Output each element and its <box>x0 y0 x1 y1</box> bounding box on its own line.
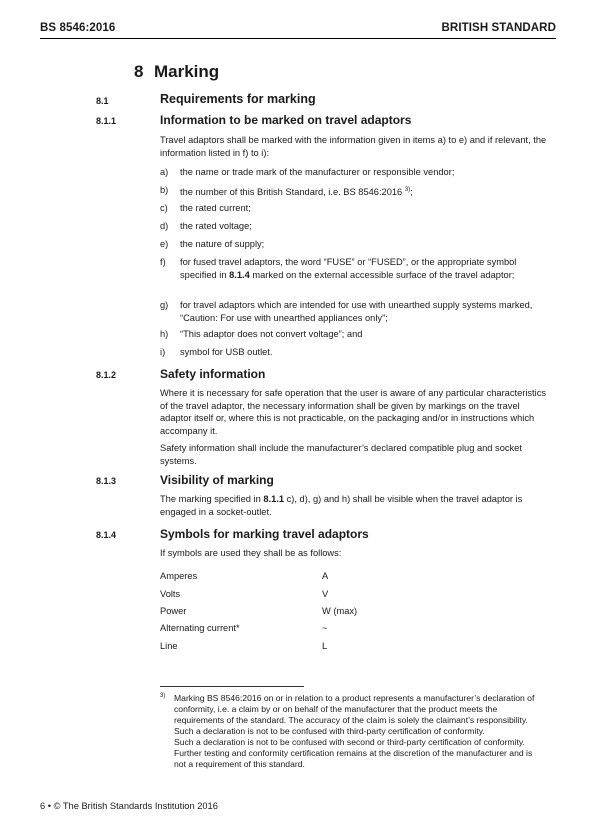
clause-cross-reference: 8.1.1 <box>263 494 285 504</box>
symbol-value: A <box>322 571 329 581</box>
list-item-text: for travel adaptors which are intended for use with unearthed supply systems marked, “Caution: For use with unearthed appliances only”; <box>180 300 533 323</box>
section-number: 8 <box>134 62 144 81</box>
list-item-label: e) <box>160 239 169 249</box>
clause-8-1-4-number: 8.1.4 <box>96 530 117 540</box>
footnote-paragraph-1: Marking BS 8546:2016 on or in relation to a product represents a manufacturer’s declaration of conformity, i.e. a claim by or on behalf of the manufacturer that the product meets the requirements of the standard. The accuracy of the claim is solely the claimant’s responsibility. Such a declaration is not to be confused with third-party certification of conformity. <box>174 693 535 736</box>
list-item-label: b) <box>160 185 169 195</box>
list-item-text: the nature of supply; <box>180 239 265 249</box>
clause-8-1-1-title: Information to be marked on travel adaptors <box>160 113 412 127</box>
header-rule <box>40 38 556 39</box>
list-item-text: “This adaptor does not convert voltage”; and <box>180 329 363 339</box>
symbol-name: Volts <box>160 589 181 599</box>
section-title: Marking <box>154 62 220 81</box>
symbol-value: V <box>322 589 329 599</box>
list-item-label: i) <box>160 347 166 357</box>
list-item-label: a) <box>160 167 169 177</box>
list-item-label: f) <box>160 257 166 267</box>
clause-8-1-3-title: Visibility of marking <box>160 473 274 487</box>
section-heading <box>134 62 220 82</box>
list-item-text: the rated current; <box>180 203 251 213</box>
list-item-text: the rated voltage; <box>180 221 252 231</box>
list-item-label: h) <box>160 329 169 339</box>
list-item-label: c) <box>160 203 168 213</box>
symbol-name: Amperes <box>160 571 198 581</box>
clause-8-1-3-paragraph: The marking specified in 8.1.1 c), d), g) and h) shall be visible when the travel adaptor is engaged in a socket-outlet. <box>160 494 523 517</box>
clause-8-1-2-number: 8.1.2 <box>96 370 117 380</box>
clause-8-1-4-intro: If symbols are used they shall be as follows: <box>160 548 342 558</box>
list-item-text: symbol for USB outlet. <box>180 347 273 357</box>
list-item-text: for fused travel adaptors, the word “FUSE” or “FUSED”, or the appropriate symbol specified in 8.1.4 marked on the external accessible surface of the travel adaptor; <box>180 257 517 280</box>
clause-8-1-2-title: Safety information <box>160 367 266 381</box>
page-footer: 6 • © The British Standards Institution 2016 <box>40 801 218 811</box>
symbol-name: Line <box>160 641 178 651</box>
list-item-text: the number of this British Standard, i.e. BS 8546:2016 $^{3)}$; <box>180 187 413 198</box>
symbol-name: Alternating current* <box>160 623 240 633</box>
footnote-paragraph-2: Such a declaration is not to be confused with second or third-party certification of conformity. Further testing and conformity certification remains at the discretion of the manufacturer and is not a requirement of this standard. <box>174 737 533 769</box>
clause-8-1-title: Requirements for marking <box>160 92 316 106</box>
symbol-value: ~ <box>322 623 328 633</box>
footnote-text <box>174 693 546 770</box>
symbol-value: L <box>322 641 328 651</box>
symbol-value: W (max) <box>322 606 358 616</box>
header-standard-number: BS 8546:2016 <box>40 22 116 34</box>
clause-8-1-number: 8.1 <box>96 96 109 106</box>
clause-8-1-1-number: 8.1.1 <box>96 116 117 126</box>
header-publisher: BRITISH STANDARD <box>441 22 556 34</box>
list-item-label: d) <box>160 221 169 231</box>
clause-cross-reference: 8.1.4 <box>229 269 250 280</box>
footnote-rule <box>160 686 304 687</box>
clause-8-1-3-number: 8.1.3 <box>96 476 117 486</box>
footnote-marker: 3) <box>160 693 166 699</box>
symbol-name: Power <box>160 606 187 616</box>
footnote-reference: 3) <box>404 187 411 193</box>
list-item-text: the name or trade mark of the manufacturer or responsible vendor; <box>180 167 455 177</box>
clause-8-1-2-paragraph-2: Safety information shall include the manufacturer’s declared compatible plug and socket systems. <box>160 443 522 466</box>
list-item-label: g) <box>160 300 169 310</box>
clause-8-1-1-intro: Travel adaptors shall be marked with the information given in items a) to e) and if relevant, the information listed in f) to i): <box>160 135 547 158</box>
clause-8-1-4-title: Symbols for marking travel adaptors <box>160 527 369 541</box>
clause-8-1-2-paragraph-1: Where it is necessary for safe operation that the user is aware of any particular characteristics of the travel adaptor, the necessary information shall be given by markings on the travel adaptor itself or, where this is not practicable, on the packaging and/or in instructions which accompany it. <box>160 388 546 436</box>
